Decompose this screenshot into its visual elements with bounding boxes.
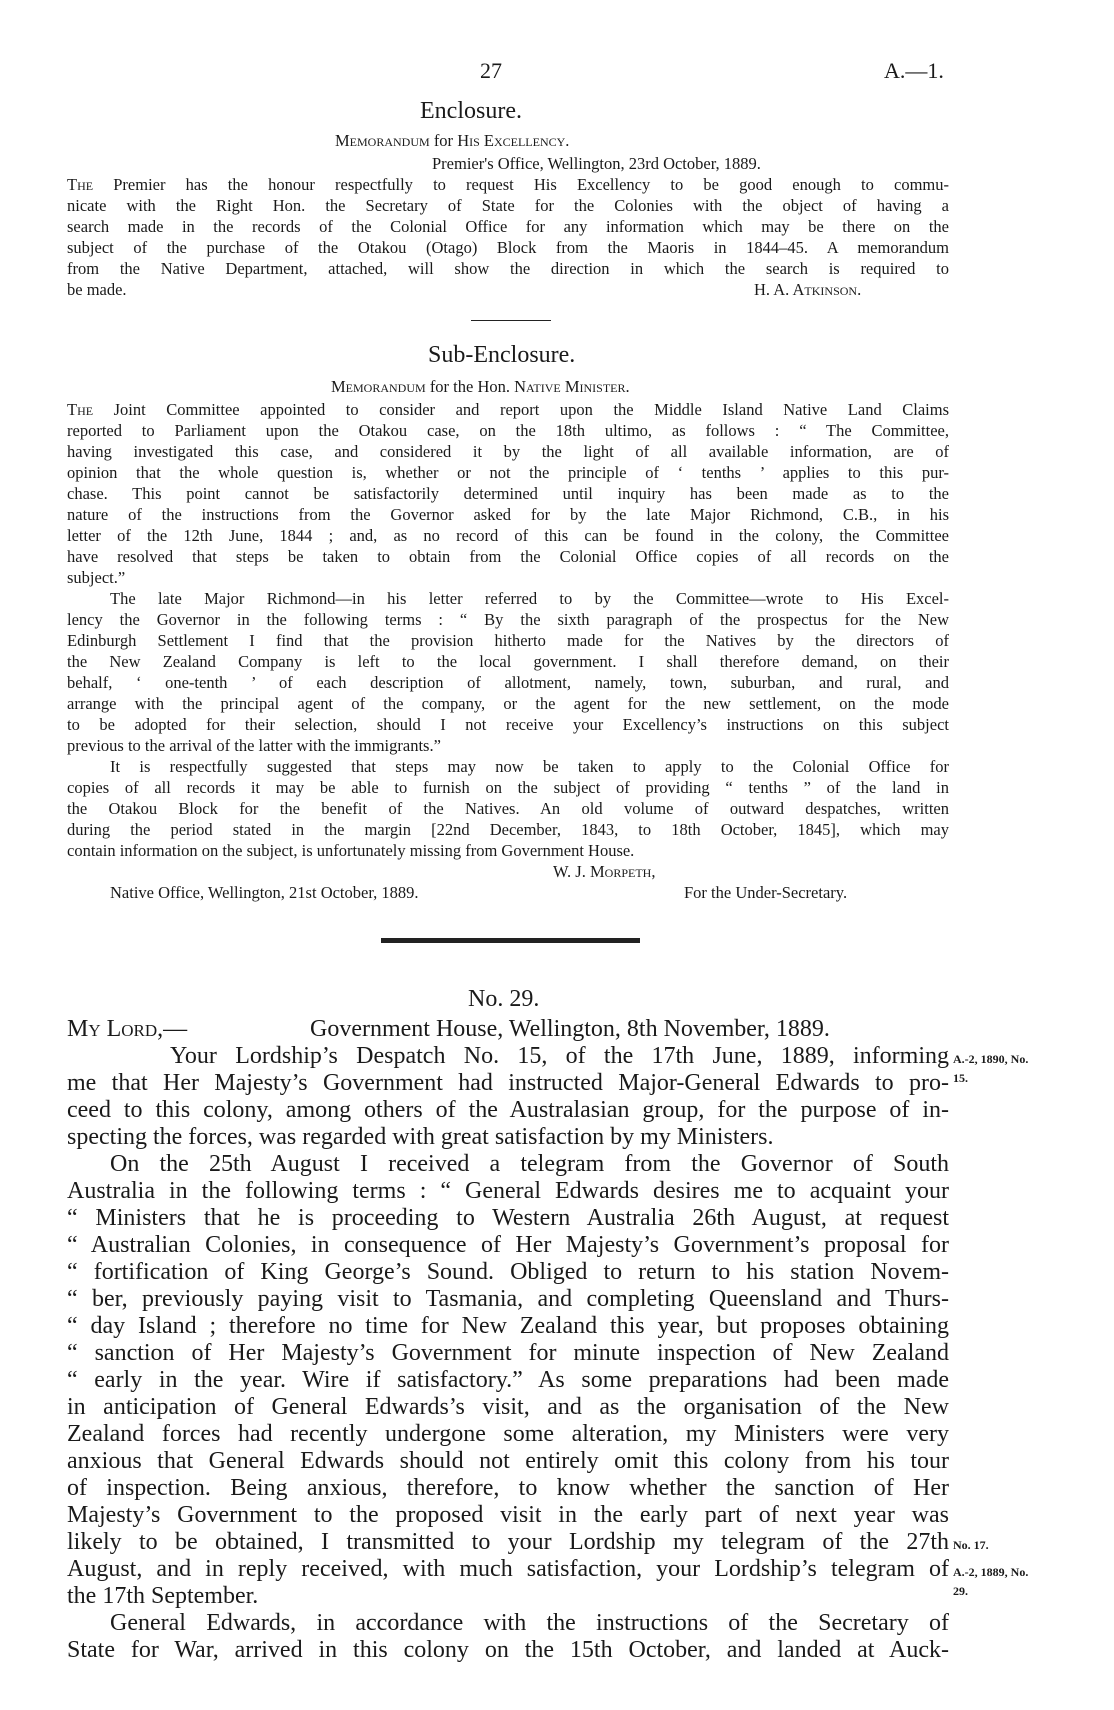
enclosure-line: search made in the records of the Colonial Office for any information which may be there on the bbox=[67, 217, 949, 236]
memo-prefix: Memorandum bbox=[331, 377, 426, 396]
sub-enclosure-line: lency the Governor in the following terms : “ By the sixth paragraph of the prospectus for the New bbox=[67, 610, 949, 629]
signer-name: W. J. Morpeth, bbox=[553, 862, 656, 881]
sub-enclosure-line: contain information on the subject, is unfortunately missing from Government House. bbox=[67, 841, 635, 860]
despatch-line: “ Ministers that he is proceeding to Western Australia 26th August, at request bbox=[67, 1205, 949, 1231]
despatch-line: Majesty’s Government to the proposed visit in the early part of next year was bbox=[67, 1502, 949, 1528]
enclosure-line: from the Native Department, attached, will show the direction in which the search is required to bbox=[67, 259, 949, 278]
enclosure-dateline: Premier's Office, Wellington, 23rd October, 1889. bbox=[432, 154, 761, 173]
despatch-line: On the 25th August I received a telegram from the Governor of South bbox=[110, 1151, 949, 1177]
margin-note: 15. bbox=[953, 1071, 968, 1085]
line-text: Joint Committee appointed to consider and report upon the Middle Island Native Land Claims bbox=[113, 400, 950, 419]
margin-note: 29. bbox=[953, 1584, 968, 1598]
despatch-salutation: My Lord,— bbox=[67, 1016, 188, 1042]
despatch-line: the 17th September. bbox=[67, 1583, 259, 1609]
memo-recipient: Native Minister. bbox=[514, 377, 630, 396]
lead-word: The bbox=[67, 175, 94, 194]
despatch-line: Your Lordship’s Despatch No. 15, of the 17th June, 1889, informing bbox=[170, 1043, 949, 1069]
thick-section-divider bbox=[381, 938, 640, 943]
sub-enclosure-line: Edinburgh Settlement I find that the provision hitherto made for the Natives by the directors of bbox=[67, 631, 949, 650]
despatch-number: No. 29. bbox=[468, 986, 540, 1012]
sub-enclosure-line: arrange with the principal agent of the company, or the agent for the new settlement, on the mode bbox=[67, 694, 949, 713]
memo-for: for bbox=[433, 131, 454, 150]
line-text: Premier has the honour respectfully to request His Excellency to be good enough to commu- bbox=[113, 175, 950, 194]
sub-enclosure-line: The late Major Richmond—in his letter referred to by the Committee—wrote to His Excel- bbox=[110, 589, 949, 608]
sub-enclosure-footer-right: For the Under-Secretary. bbox=[684, 883, 848, 902]
despatch-line: General Edwards, in accordance with the instructions of the Secretary of bbox=[110, 1610, 949, 1636]
margin-note: A.-2, 1890, No. bbox=[953, 1052, 1029, 1066]
despatch-line: Australia in the following terms : “ General Edwards desires me to acquaint your bbox=[67, 1178, 949, 1204]
sub-enclosure-line: nature of the instructions from the Governor asked for by the late Major Richmond, C.B., in his bbox=[67, 505, 949, 524]
enclosure-memo-heading bbox=[335, 130, 569, 151]
sub-enclosure-line: letter of the 12th June, 1844 ; and, as no record of this can be found in the colony, the Committee bbox=[67, 526, 949, 545]
sub-enclosure-line: previous to the arrival of the latter with the immigrants.” bbox=[67, 736, 441, 755]
despatch-line: “ early in the year. Wire if satisfactory.” As some preparations had been made bbox=[67, 1367, 949, 1393]
enclosure-line: be made. bbox=[67, 280, 127, 299]
despatch-line: August, and in reply received, with much satisfaction, your Lordship’s telegram of bbox=[67, 1556, 949, 1582]
sub-enclosure-line: the Otakou Block for the benefit of the Natives. An old volume of outward despatches, written bbox=[67, 799, 949, 818]
sub-enclosure-line: have resolved that steps be taken to obtain from the Colonial Office copies of all records on the bbox=[67, 547, 949, 566]
memo-recipient: His Excellency. bbox=[457, 131, 570, 150]
despatch-dateline: Government House, Wellington, 8th November, 1889. bbox=[310, 1016, 830, 1042]
despatch-line: specting the forces, was regarded with great satisfaction by my Ministers. bbox=[67, 1124, 774, 1150]
sub-enclosure-line: behalf, ‘ one-tenth ’ of each description of allotment, namely, town, suburban, and rural, and bbox=[67, 673, 949, 692]
memo-prefix: Memorandum bbox=[335, 131, 430, 150]
despatch-line: likely to be obtained, I transmitted to your Lordship my telegram of the 27th bbox=[67, 1529, 949, 1555]
despatch-line: in anticipation of General Edwards’s visit, and as the organisation of the New bbox=[67, 1394, 949, 1420]
enclosure-line: nicate with the Right Hon. the Secretary of State for the Colonies with the object of having a bbox=[67, 196, 949, 215]
sub-enclosure-line: the New Zealand Company is left to the local government. I shall therefore demand, on their bbox=[67, 652, 949, 671]
despatch-line: “ day Island ; therefore no time for New Zealand this year, but proposes obtaining bbox=[67, 1313, 949, 1339]
margin-note: No. 17. bbox=[953, 1538, 989, 1552]
despatch-line: “ Australian Colonies, in consequence of Her Majesty’s Government’s proposal for bbox=[67, 1232, 949, 1258]
sub-enclosure-line: to be adopted for their selection, should I not receive your Excellency’s instructions on this subject bbox=[67, 715, 949, 734]
margin-note: A.-2, 1889, No. bbox=[953, 1565, 1029, 1579]
despatch-line: anxious that General Edwards should not entirely omit this colony from his tour bbox=[67, 1448, 949, 1474]
sub-enclosure-line: chase. This point cannot be satisfactorily determined until inquiry has been made as to the bbox=[67, 484, 949, 503]
document-reference: A.—1. bbox=[884, 58, 944, 83]
sub-enclosure-line: having investigated this case, and considered it by the light of all available information, are of bbox=[67, 442, 949, 461]
sub-enclosure-line: copies of all records it may be able to furnish on the subject of providing “ tenths ” of the land in bbox=[67, 778, 949, 797]
enclosure-line bbox=[67, 174, 949, 195]
despatch-line: State for War, arrived in this colony on the 15th October, and landed at Auck- bbox=[67, 1637, 949, 1663]
despatch-line: of inspection. Being anxious, therefore, to know whether the sanction of Her bbox=[67, 1475, 949, 1501]
despatch-line: “ ber, previously paying visit to Tasmania, and completing Queensland and Thurs- bbox=[67, 1286, 949, 1312]
sub-enclosure-memo-heading bbox=[331, 376, 630, 397]
sub-enclosure-line: opinion that the whole question is, whether or not the principle of ‘ tenths ’ applies to this pur- bbox=[67, 463, 949, 482]
despatch-line: “ fortification of King George’s Sound. Obliged to return to his station Novem- bbox=[67, 1259, 949, 1285]
sub-enclosure-footer-left: Native Office, Wellington, 21st October, 1889. bbox=[110, 883, 419, 902]
enclosure-line: subject of the purchase of the Otakou (Otago) Block from the Maoris in 1844–45. A memorandum bbox=[67, 238, 949, 257]
memo-for: for the Hon. bbox=[429, 377, 511, 396]
lead-word: The bbox=[67, 400, 94, 419]
sub-enclosure-line: subject.” bbox=[67, 568, 126, 587]
despatch-line: ceed to this colony, among others of the Australasian group, for the purpose of in- bbox=[67, 1097, 949, 1123]
despatch-line: “ sanction of Her Majesty’s Government for minute inspection of New Zealand bbox=[67, 1340, 949, 1366]
despatch-line: me that Her Majesty’s Government had instructed Major-General Edwards to pro- bbox=[67, 1070, 949, 1096]
sub-enclosure-line bbox=[67, 399, 949, 420]
sub-enclosure-title: Sub-Enclosure. bbox=[428, 342, 576, 368]
sub-enclosure-line: reported to Parliament upon the Otakou case, on the 18th ultimo, as follows : “ The Committee, bbox=[67, 421, 949, 440]
despatch-line: Zealand forces had recently undergone some alteration, my Ministers were very bbox=[67, 1421, 949, 1447]
enclosure-title: Enclosure. bbox=[420, 98, 522, 124]
sub-enclosure-line: It is respectfully suggested that steps may now be taken to apply to the Colonial Office for bbox=[110, 757, 949, 776]
page-number: 27 bbox=[480, 58, 502, 83]
sub-enclosure-line: during the period stated in the margin [22nd December, 1843, to 18th October, 1845], which may bbox=[67, 820, 949, 839]
enclosure-signature: H. A. Atkinson. bbox=[754, 280, 862, 299]
section-divider bbox=[471, 320, 551, 321]
